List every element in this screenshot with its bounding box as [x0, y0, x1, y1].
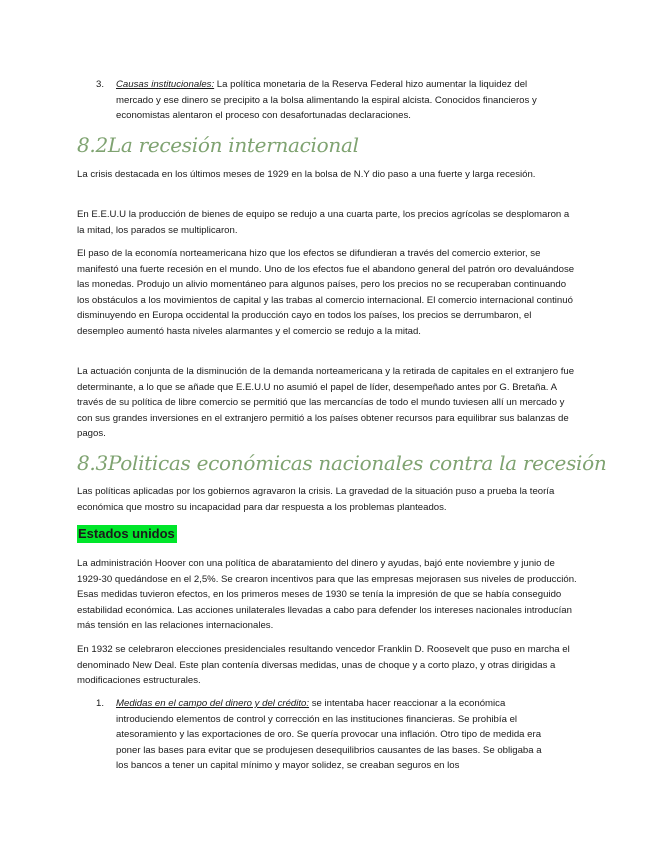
list-item-text: La política monetaria de la Reserva Federal hizo aumentar la liquidez del mercado y ese dinero se precipito a la bolsa alimentando la espiral alcista. Conocidos financieros y economistas alentaron el proceso con desafortunadas declaraciones. — [116, 79, 537, 122]
list-number: 1. — [96, 698, 105, 709]
section-heading-national-policies: 8.3Politicas económicas nacionales contra la recesión — [77, 451, 607, 475]
paragraph: La crisis destacada en los últimos meses de 1929 en la bolsa de N.Y dio paso a una fuerte y larga recesión. — [77, 169, 536, 180]
list-item-institutional-causes — [116, 77, 550, 124]
section-heading-international-recession: 8.2La recesión internacional — [77, 133, 359, 157]
list-item-text: se intentaba hacer reaccionar a la económica introduciendo elementos de control y corrección en las instituciones financieras. Se prohibía el atesoramiento y las exportaciones de oro. Se quería provocar una inflación. Otro tipo de medida era poner las bases para evitar que se produjesen desequilibrios causantes de las bases. Se obligaba a los bancos a tener un capital mínimo y mayor solidez, se creaban seguros en los — [116, 698, 542, 772]
subheading-united-states: Estados unidos — [78, 526, 175, 541]
paragraph: La actuación conjunta de la disminución de la demanda norteamericana y la retirada de capitales en el extranjero fue determinante, a lo que se añade que E.E.U.U no asumió el papel de líder, desempeñado antes por G. Bretaña. A través de su política de libre comercio se permitió que las mercancías de todo el mundo tuviesen allí un mercado y con sus grandes inversiones en el extranjero permitió a los países obtener recursos para equilibrar sus balanzas de pagos. — [77, 366, 575, 440]
paragraph: La administración Hoover con una política de abaratamiento del dinero y ayudas, bajó ente noviembre y junio de 1929-30 quedándose en el 2,5%. Se crearon incentivos para que las empresas mejorasen sus niveles de producción. Esas medidas tuvieron efectos, en los primeros meses de 1930 se tenía la impresión de que se había conseguido estabilidad económica. Las acciones unilaterales llevadas a cabo para defender los intereses nacionales introducían más tensión en las relaciones internacionales. — [77, 558, 577, 632]
paragraph: El paso de la economía norteamericana hizo que los efectos se difundieran a través del comercio exterior, se manifestó una fuerte recesión en el mundo. Uno de los efectos fue el abandono general del patrón oro devaluándose las monedas. Produjo un alivio momentáneo para algunos países, pero los precios no se recuperaban continuando los obstáculos a los movimientos de capital y las trabas al comercio internacional. El comercio internacional continuó disminuyendo en Europa occidental la producción cayo en todos los países, los precios se derrumbaron, el desempleo aumentó hasta niveles alarmantes y el comercio se redujo a la mitad. — [77, 248, 575, 337]
paragraph: Las políticas aplicadas por los gobiernos agravaron la crisis. La gravedad de la situación puso a prueba la teoría económica que mostro su incapacidad para dar respuesta a los problemas planteados. — [77, 486, 555, 513]
paragraph: En 1932 se celebraron elecciones presidenciales resultando vencedor Franklin D. Roosevelt que puso en marcha el denominado New Deal. Este plan contenía diversas medidas, unas de choque y a corto plazo, y otras dirigidas a modificaciones estructurales. — [77, 644, 570, 687]
paragraph: En E.E.U.U la producción de bienes de equipo se redujo a una cuarta parte, los precios agrícolas se desplomaron a la mitad, los parados se multiplicaron. — [77, 209, 570, 236]
list-number: 3. — [96, 79, 105, 90]
list-item-lead: Causas institucionales: — [116, 79, 215, 90]
list-item-money-credit — [116, 696, 550, 774]
list-item-lead: Medidas en el campo del dinero y del crédito: — [116, 698, 310, 709]
